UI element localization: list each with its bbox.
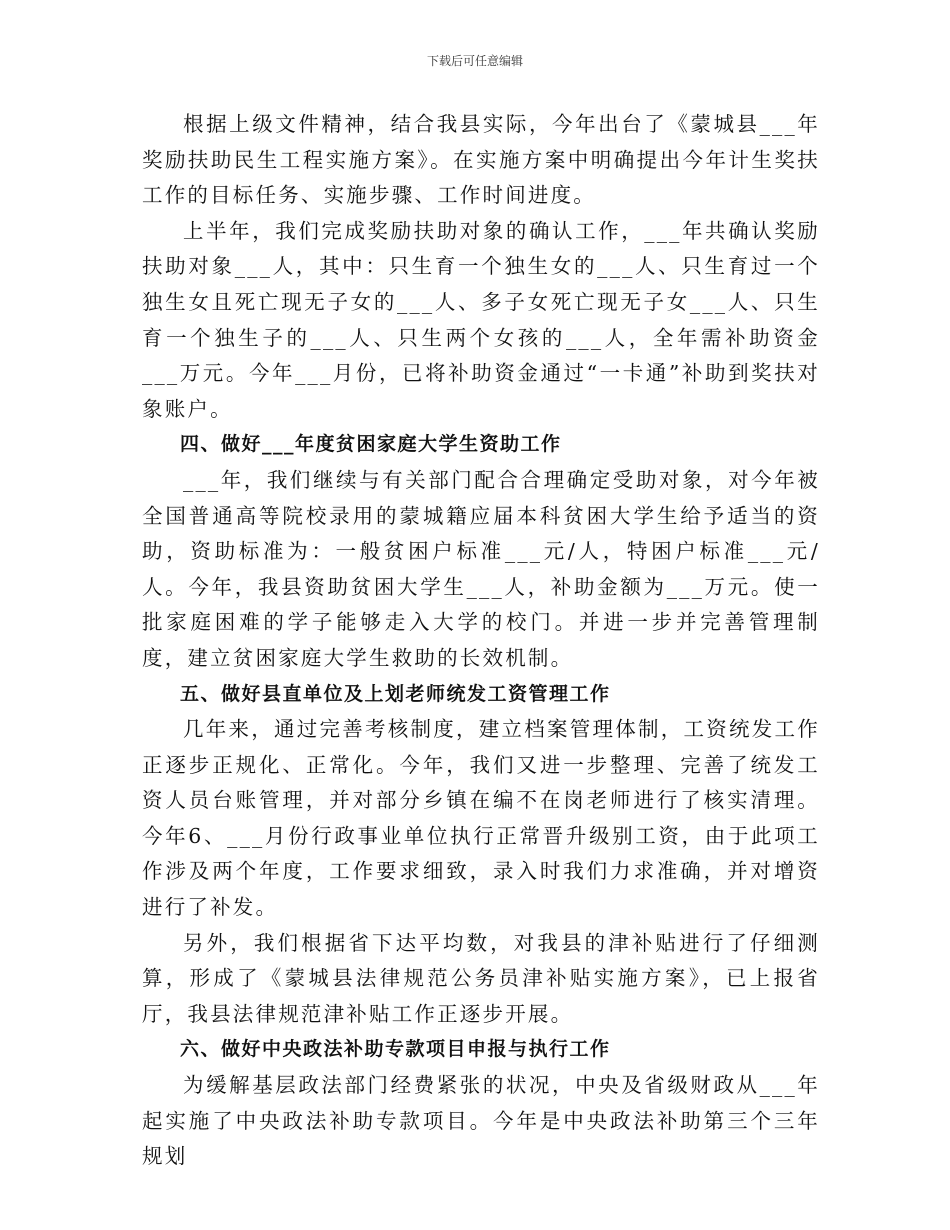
paragraph: 根据上级文件精神，结合我县实际，今年出台了《蒙城县___年奖励扶助民生工程实施方案》。在实施方案中明确提出今年计生奖扶工作的目标任务、实施步骤、工作时间进度。 (142, 112, 820, 208)
paragraph: 另外，我们根据省下达平均数，对我县的津补贴进行了仔细测算，形成了《蒙城县法律规范公务员津补贴实施方案》，已上报省厅，我县法律规范津补贴工作正逐步开展。 (142, 930, 820, 1026)
paragraph: ___年，我们继续与有关部门配合合理确定受助对象，对今年被全国普通高等院校录用的蒙城籍应届本科贫困大学生给予适当的资助，资助标准为：一般贫困户标准___元/人，特困户标准___元/人。今年，我县资助贫困大学生___人，补助金额为___万元。使一批家庭困难的学子能够走入大学的校门。并进一步并完善管理制度，建立贫困家庭大学生救助的长效机制。 (142, 467, 820, 670)
section-heading: 六、做好中央政法补助专款项目申报与执行工作 (180, 1038, 611, 1061)
document-body (142, 107, 820, 1175)
page-header: 下载后可任意编辑 (426, 54, 523, 68)
paragraph: 几年来，通过完善考核制度，建立档案管理体制，工资统发工作正逐步正规化、正常化。今年，我们又进一步整理、完善了统发工资人员台账管理，并对部分乡镇在编不在岗老师进行了核实清理。今年6、___月份行政事业单位执行正常晋升级别工资，由于此项工作涉及两个年度，工作要求细致，录入时我们力求准确，并对增资进行了补发。 (142, 717, 820, 920)
paragraph: 上半年，我们完成奖励扶助对象的确认工作，___年共确认奖励扶助对象___人，其中：只生育一个独生女的___人、只生育过一个独生女且死亡现无子女的___人、多子女死亡现无子女___人、只生育一个独生子的___人、只生两个女孩的___人，全年需补助资金___万元。今年___月份，已将补助资金通过“一卡通”补助到奖扶对象账户。 (142, 218, 820, 421)
section-heading: 四、做好___年度贫困家庭大学生资助工作 (180, 433, 562, 456)
paragraph: 为缓解基层政法部门经费紧张的状况，中央及省级财政从___年起实施了中央政法补助专款项目。今年是中央政法补助第三个三年规划 (142, 1073, 820, 1169)
section-heading: 五、做好县直单位及上划老师统发工资管理工作 (180, 682, 611, 705)
